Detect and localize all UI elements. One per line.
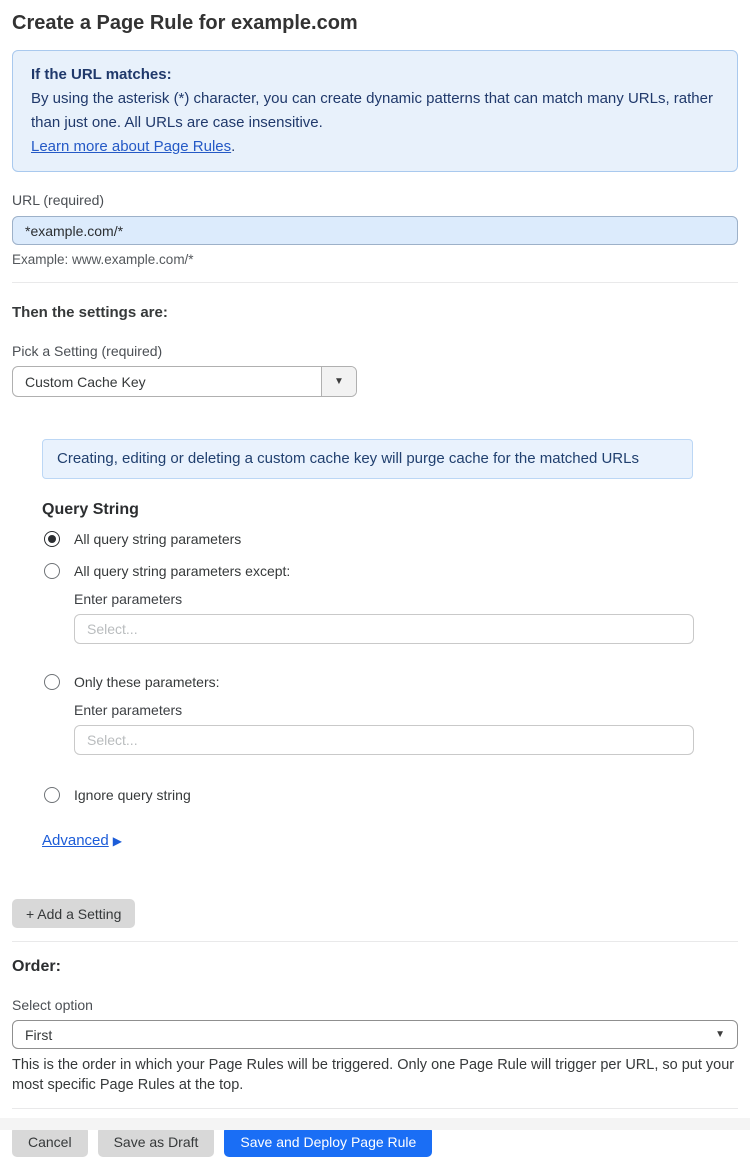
radio-option-label: All query string parameters except:: [74, 563, 291, 579]
url-input[interactable]: [12, 216, 738, 245]
order-select-dropdown[interactable]: [12, 1020, 738, 1049]
radio-button-icon[interactable]: [44, 674, 60, 690]
dropdown-arrow-button[interactable]: [321, 367, 356, 396]
order-select-value: First: [25, 1026, 53, 1043]
caret-right-icon: ▶: [112, 834, 122, 848]
url-field-label: URL (required): [12, 192, 105, 208]
radio-option-only-these[interactable]: [44, 672, 738, 692]
radio-option-label: Ignore query string: [74, 787, 191, 803]
url-match-info-box: [12, 50, 738, 172]
radio-button-icon[interactable]: [44, 787, 60, 803]
radio-option-label: Only these parameters:: [74, 674, 220, 690]
page-bottom-background: [0, 1118, 750, 1130]
only-params-select-input[interactable]: [74, 725, 694, 755]
add-setting-button[interactable]: + Add a Setting: [12, 899, 135, 928]
radio-option-all-except[interactable]: [44, 561, 738, 581]
learn-more-link[interactable]: Learn more about Page Rules: [31, 138, 232, 155]
info-box-heading: If the URL matches:: [31, 66, 172, 83]
info-box-body: By using the asterisk (*) character, you can create dynamic patterns that can match many URLs, rather than just one. All URLs are case insensitive.: [31, 90, 713, 131]
order-help-text: This is the order in which your Page Rules will be triggered. Only one Page Rule will trigger per URL, so put your most specific Page Rules at the top.: [12, 1057, 735, 1093]
query-string-heading: Query String: [42, 501, 139, 518]
order-select-label: Select option: [12, 997, 93, 1013]
url-example-text: Example: www.example.com/*: [12, 252, 194, 267]
radio-button-icon[interactable]: [44, 531, 60, 547]
save-draft-button[interactable]: Save as Draft: [98, 1126, 215, 1157]
page-title: Create a Page Rule for example.com: [12, 12, 358, 34]
cache-key-notice: Creating, editing or deleting a custom cache key will purge cache for the matched URLs: [42, 439, 693, 479]
info-box-link-line: [31, 135, 719, 159]
radio-option-label: All query string parameters: [74, 531, 242, 547]
divider: [12, 1108, 738, 1109]
setting-picker-label: Pick a Setting (required): [12, 343, 163, 359]
link-period: .: [231, 138, 236, 155]
advanced-link-label: Advanced: [42, 832, 109, 849]
chevron-down-icon: ▼: [715, 1029, 725, 1040]
cancel-button[interactable]: Cancel: [12, 1126, 88, 1157]
divider: [12, 941, 738, 942]
except-params-select-input[interactable]: [74, 614, 694, 644]
setting-picker-dropdown[interactable]: [12, 366, 357, 397]
enter-parameters-label: Enter parameters: [74, 591, 183, 607]
advanced-link[interactable]: [42, 831, 122, 851]
divider: [12, 282, 738, 283]
settings-heading: Then the settings are:: [12, 304, 168, 321]
enter-parameters-label: Enter parameters: [74, 702, 183, 718]
save-deploy-button[interactable]: Save and Deploy Page Rule: [224, 1126, 432, 1157]
radio-option-ignore-qs[interactable]: [44, 785, 738, 805]
setting-picker-value: Custom Cache Key: [25, 373, 146, 390]
chevron-down-icon: ▼: [334, 376, 344, 387]
radio-option-all-params[interactable]: [44, 529, 738, 549]
only-params-field: [74, 701, 738, 755]
radio-button-icon[interactable]: [44, 563, 60, 579]
order-heading: Order:: [12, 958, 61, 975]
footer-button-bar: [12, 1126, 738, 1157]
except-params-field: [74, 590, 738, 644]
